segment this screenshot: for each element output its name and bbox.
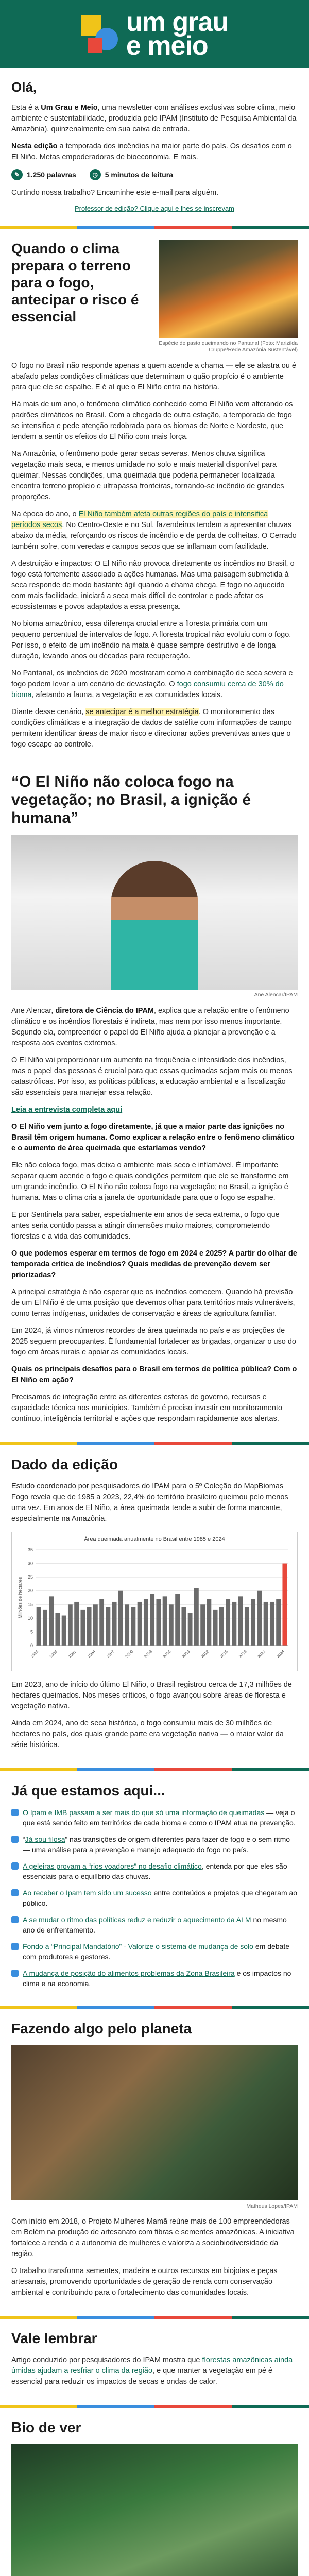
bar-2010 — [194, 1588, 199, 1646]
question-2: O que podemos esperar em termos de fogo em 2024 e 2025? A partir do olhar de temporada crítica de incêndios? Quais medidas de prevenção devem ser priorizadas? — [11, 1249, 297, 1279]
story-paragraph-1: O fogo no Brasil não responde apenas a quem acende a chama — ele se alastra ou é abafado pelas condições climáticas que determinam o quão propício é o ambiente para que ele se espalhe. E é aí que o El Niño entra na história. — [11, 362, 296, 392]
story-headline: Quando o clima prepara o terreno para o fogo, antecipar o risco é essencial — [11, 241, 139, 325]
answer-4: Em 2024, já vimos números recordes de área queimada no país e as projeções de 2025 seguem preocupantes. É fundamental fortalecer as brigadas, organizar o uso do fogo em áreas rurais e apoiar as comunidades locais. — [11, 1327, 296, 1357]
photo-credit: Ane Alencar/IPAM — [254, 992, 298, 998]
bar-1996 — [106, 1607, 110, 1646]
interview-paragraph-1: Ane Alencar, diretora de Ciência do IPAM, explica que a relação entre o fenômeno climático e os incêndios florestais é indireta, mas nem por isso menos importante. Segundo ela, compreender o papel do El Niño ajuda a planejar a prevenção e a resposta aos eventos extremos. — [11, 1007, 289, 1047]
story-paragraph-2: Há mais de um ano, o fenômeno climático conhecido como El Niño vem alterando os padrões climáticos no Brasil. Com a chegada de outra estação, a temporada de fogo se intensifica e pede atenção redobrada para os biomas de Norte e Nordeste, que tendem a sentir os efeitos do El Niño com mais força. — [11, 400, 293, 441]
bar-2017 — [238, 1596, 243, 1646]
x-tick-label: 2018 — [237, 1649, 248, 1659]
bar-2011 — [200, 1604, 205, 1646]
bar-1997 — [112, 1602, 117, 1646]
x-tick-label: 2024 — [276, 1649, 286, 1659]
news-item: A mudança de posição do alimentos problemas da Zona Brasileira e os impactos no clima e na economia. — [11, 1968, 298, 1989]
greeting: Olá, — [11, 79, 37, 95]
answer-1: Ele não coloca fogo, mas deixa o ambiente mais seco e inflamável. É importante separar quem acende o fogo e quais condições permitem que ele se transforme em um grande incêndio. O El Niño não coloca fogo na vegetação; no Brasil, a ignição é humana. Mas o clima cria a janela de oportunidade para que o fogo se espalhe. — [11, 1161, 289, 1202]
bullet-icon — [11, 1809, 19, 1816]
y-tick-label: 20 — [27, 1588, 33, 1594]
clock-icon: ◷ — [90, 169, 101, 180]
read-time: 5 minutos de leitura — [105, 171, 173, 179]
story-paragraph-4: Na época do ano, o El Niño também afeta outras regiões do país e intensifica períodos secos. No Centro-Oeste e no Sul, fazendeiros tendem a apresentar chuvas abaixo da média, reforçando os riscos de incêndio e de perda de colheitas. O Cerrado também sofre, com veredas e campos secos que se inflamam com facilidade. — [11, 510, 297, 551]
bar-2023 — [276, 1599, 281, 1646]
story-paragraph-5: A destruição e impactos: O El Niño não provoca diretamente os incêndios no Brasil, o fogo está fortemente associado a ações humanas. Mas uma paisagem submetida à seca responde de modo bastante ágil quando a chama chega. E fogo no aquecido com mais facilidade, iniciará a seca mais difícil de controlar e pode afetar os ecossistemas e povos adaptados a essa presença. — [11, 560, 295, 611]
forward-text: Curtindo nossa trabalho? Encaminhe este e-mail para alguém. — [11, 189, 219, 197]
news-link[interactable]: Ao receber o Ipam tem sido um sucesso — [23, 1889, 152, 1897]
fire-photo-caption: Espécie de pasto queimando no Pantanal (Foto: Marizilda Cruppe/Rede Amazônia Sustentável) — [159, 340, 298, 353]
artisans-photo — [11, 2045, 298, 2200]
word-count: 1.250 palavras — [27, 171, 76, 179]
logo-mark-icon — [81, 15, 118, 53]
y-tick-label: 25 — [27, 1574, 33, 1580]
x-tick-label: 1985 — [29, 1649, 40, 1659]
bio-title: Bio de ver — [11, 2419, 81, 2435]
bar-1990 — [68, 1604, 73, 1646]
y-tick-label: 10 — [27, 1615, 33, 1621]
bar-2019 — [251, 1599, 255, 1646]
logo-line-1: um grau — [126, 7, 229, 37]
intro-section — [0, 68, 309, 226]
story-fire-section — [0, 229, 309, 768]
intro-paragraph-2: Nesta edição a temporada dos incêndios na maior parte do país. Os desafios com o El Niño. Metas empoderadoras de bioeconomia. E mais. — [11, 142, 292, 161]
y-tick-label: 30 — [27, 1561, 33, 1566]
chart-svg — [17, 1545, 292, 1663]
larva-photo — [11, 2444, 298, 2576]
bar-1993 — [87, 1607, 92, 1646]
y-tick-label: 35 — [27, 1547, 33, 1552]
bar-1985 — [37, 1607, 41, 1646]
bar-1988 — [55, 1613, 60, 1646]
bar-2002 — [144, 1599, 148, 1646]
remember-section — [0, 2319, 309, 2405]
x-tick-label: 2006 — [162, 1649, 172, 1659]
news-link[interactable]: O Ipam e IMB passam a ser mais do que só uma informação de queimadas — [23, 1808, 265, 1817]
bar-1987 — [49, 1596, 54, 1646]
highlight-link[interactable]: El Niño também afeta outras regiões do país e intensifica períodos secos — [11, 510, 268, 529]
bar-1992 — [80, 1610, 85, 1646]
interviewee-photo — [11, 835, 298, 990]
x-tick-label: 1994 — [86, 1649, 96, 1659]
bar-2021 — [264, 1602, 268, 1646]
highlight-text: se antecipar é a melhor estratégia — [85, 708, 199, 716]
bar-1986 — [43, 1610, 47, 1646]
bullet-icon — [11, 1862, 19, 1870]
bar-2024 — [282, 1564, 287, 1646]
bar-2015 — [226, 1599, 230, 1646]
remember-title: Vale lembrar — [11, 2330, 97, 2346]
data-title: Dado da edição — [11, 1456, 118, 1472]
news-item: “Já sou filosa” nas transições de origem diferentes para fazer de fogo e o sem ritmo — uma análise para a prevenção e manejo adequado do fogo no país. — [11, 1834, 298, 1855]
bar-2022 — [270, 1602, 274, 1646]
news-link[interactable]: A se mudar o ritmo das políticas reduz e reduzir o aquecimento da ALM — [23, 1916, 251, 1924]
bar-1998 — [118, 1591, 123, 1646]
remember-paragraph: Artigo conduzido por pesquisadores do IPAM mostra que florestas amazônicas ainda úmidas ajudam a resfriar o clima da região, e que manter a vegetação em pé é essencial para reduzir os impactos de secas e ondas de calor. — [11, 2356, 293, 2386]
answer-5: Precisamos de integração entre as diferentes esferas de governo, recursos e capacidade técnica nos municípios. Também é preciso investir em monitoramento contínuo, inteligência territorial e ações que respondam rapidamente aos alertas. — [11, 1393, 283, 1423]
story-paragraph-8: Diante desse cenário, se antecipar é a melhor estratégia. O monitoramento das condições climáticas e a integração de dados de satélite com informações de campo permitem identificar áreas de maior risco e direcionar ações preventivas antes que o fogo escape ao controle. — [11, 708, 292, 749]
bullet-icon — [11, 1916, 19, 1923]
bar-2000 — [131, 1607, 135, 1646]
bar-2014 — [219, 1607, 224, 1646]
x-tick-label: 2000 — [124, 1649, 134, 1659]
x-tick-label: 2012 — [200, 1649, 210, 1659]
x-tick-label: 1988 — [48, 1649, 59, 1659]
bar-2016 — [232, 1602, 236, 1646]
words-icon: ✎ — [11, 169, 23, 180]
news-item: A geleiras provam a “rios voadores” no desafio climático, entenda por que eles são essenciais para o equilíbrio das chuvas. — [11, 1861, 298, 1882]
news-item: O Ipam e IMB passam a ser mais do que só uma informação de queimadas — veja o que está sendo feito em territórios de cada bioma e como o IPAM atua na prevenção. — [11, 1807, 298, 1828]
answer-3: A principal estratégia é não esperar que os incêndios comecem. Quando há previsão de um El Niño é de uma posição que devemos olhar para territórios mais vulneráveis, como terras indígenas, unidades de conservação e áreas de agricultura familiar. — [11, 1288, 295, 1318]
bar-1991 — [74, 1602, 79, 1646]
person-figure — [111, 861, 198, 990]
bar-2006 — [169, 1604, 174, 1646]
remember-link[interactable]: florestas amazônicas ainda úmidas ajudam a resfriar o clima da região — [11, 2356, 293, 2375]
bar-2004 — [156, 1599, 161, 1646]
news-item: A se mudar o ritmo das políticas reduz e reduzir o aquecimento da ALM no mesmo ano de enfrentamento. — [11, 1914, 298, 1935]
bar-1999 — [125, 1604, 129, 1646]
photo-credit: Matheus Lopes/IPAM — [246, 2203, 298, 2209]
header — [0, 0, 309, 68]
bar-2013 — [213, 1610, 218, 1646]
news-link[interactable]: Já sou filosa — [25, 1835, 65, 1843]
question-1: O El Niño vem junto a fogo diretamente, já que a maior parte das ignições no Brasil têm origem humana. Como explicar a relação entre o fenômeno climático e o aumento de área queimada que estaríamos vendo? — [11, 1123, 295, 1153]
good-news-section — [0, 2009, 309, 2316]
x-tick-label: 2021 — [256, 1649, 267, 1659]
bullet-icon — [11, 1889, 19, 1896]
data-paragraph-3: Ainda em 2024, ano de seca histórica, o fogo consumiu mais de 30 milhões de hectares no país, dos quais grande parte era vegetação nativa — o maior valor da série histórica. — [11, 1719, 284, 1749]
y-tick-label: 5 — [30, 1629, 33, 1635]
bar-2012 — [207, 1599, 211, 1646]
x-tick-label: 1997 — [105, 1649, 115, 1659]
news-link[interactable]: A geleiras provam a “rios voadores” no desafio climático — [23, 1862, 202, 1870]
story-paragraph-7: No Pantanal, os incêndios de 2020 mostraram como a combinação de seca severa e fogo podem levar a um cenário de devastação. O fogo consumiu cerca de 30% do bioma, afetando a fauna, a vegetação e as comunidades locais. — [11, 669, 293, 699]
bullet-icon — [11, 1943, 19, 1950]
bar-1989 — [62, 1616, 66, 1646]
news-link[interactable]: A mudança de posição do alimentos problemas da Zona Brasileira — [23, 1969, 235, 1977]
bullet-icon — [11, 1836, 19, 1843]
bar-2020 — [257, 1591, 262, 1646]
interview-section — [0, 768, 309, 1442]
story-paragraph-6: No bioma amazônico, essa diferença crucial entre a floresta primária com um pequeno percentual de intervalos de fogo. A floresta tropical não evoluiu com o fogo. Por isso, o efeito de um incêndio na mata é quase sempre destrutivo e de longa duração, levando anos ou décadas para recuperação. — [11, 620, 291, 660]
pantanal-link[interactable]: fogo consumiu cerca de 30% do bioma — [11, 680, 284, 699]
x-tick-label: 2003 — [143, 1649, 153, 1659]
bar-1995 — [99, 1599, 104, 1646]
good-news-paragraph-1: Com início em 2018, o Projeto Mulheres Mamã reúne mais de 100 empreendedoras em Belém na produção de artesanato com fibras e sementes amazônicas. A iniciativa fortalece a renda e a autonomia de mulheres e valoriza a sociobiodiversidade da região. — [11, 2217, 295, 2258]
bar-2001 — [138, 1602, 142, 1646]
logo-text — [126, 7, 229, 61]
news-title: Já que estamos aqui... — [11, 1783, 165, 1799]
bar-2005 — [163, 1596, 167, 1646]
fire-photo — [159, 240, 298, 338]
good-news-title: Fazendo algo pelo planeta — [11, 2021, 192, 2037]
x-tick-label: 2009 — [181, 1649, 191, 1659]
data-section — [0, 1445, 309, 1768]
data-paragraph-1: Estudo coordenado por pesquisadores do IPAM para o 5º Coleção do MapBiomas Fogo revela que de 1985 a 2023, 22,4% do território brasileiro queimou pelo menos uma vez. Em anos de El Niño, a área queimada tende a subir de forma marcante, especialmente na Amazônia. — [11, 1482, 288, 1523]
bar-1994 — [93, 1604, 98, 1646]
x-tick-label: 2015 — [219, 1649, 229, 1659]
reading-meta — [11, 169, 298, 180]
bio-section — [0, 2408, 309, 2576]
bar-2008 — [181, 1607, 186, 1646]
y-axis-label: Milhões de hectares — [18, 1577, 23, 1619]
interview-link[interactable]: Leia a entrevista completa aqui — [11, 1106, 123, 1114]
good-news-paragraph-2: O trabalho transforma sementes, madeira e outros recursos em biojoias e peças artesanais, promovendo oportunidades de geração de renda com conservação ambiental e contribuindo para o fortalecimento das comunidades locais. — [11, 2267, 278, 2297]
y-tick-label: 15 — [27, 1602, 33, 1607]
x-tick-label: 1991 — [67, 1649, 78, 1659]
news-link[interactable]: Fondo a “Principal Mandatório” - Valorize o sistema de mudança de solo — [23, 1942, 253, 1951]
burned-area-chart — [11, 1532, 298, 1671]
data-paragraph-2: Em 2023, ano de início do último El Niño, o Brasil registrou cerca de 17,3 milhões de hectares queimados. Nos meses críticos, o fogo avançou sobre áreas de floresta e vegetação nativa. — [11, 1681, 292, 1710]
bar-2007 — [175, 1594, 180, 1646]
question-3: Quais os principais desafios para o Brasil em termos de política pública? Com o El Niño em ação? — [11, 1365, 297, 1384]
subscribe-link[interactable]: Professor de edição? Clique aqui e lhes se inscrevam — [74, 205, 234, 212]
logo-line-2: e meio — [126, 31, 208, 61]
bar-2003 — [150, 1594, 154, 1646]
y-tick-label: 0 — [30, 1643, 33, 1648]
answer-2: E por Sentinela para saber, especialmente em anos de seca extrema, o fogo que antes seria contido passa a atingir dimensões muito maiores, comprometendo florestas e a vida das comunidades. — [11, 1211, 280, 1241]
news-list — [11, 1807, 298, 1989]
news-section — [0, 1771, 309, 2006]
news-item: Ao receber o Ipam tem sido um sucesso entre conteúdos e projetos que chegaram ao público. — [11, 1888, 298, 1908]
bar-2018 — [245, 1607, 249, 1646]
interview-paragraph-2: O El Niño vai proporcionar um aumento na frequência e intensidade dos incêndios, mas o papel das pessoas é crucial para que essas queimadas sejam mais ou menos catastróficas. Por isso, as políticas públicas, a educação ambiental e a fiscalização são essenciais para manejar essa relação. — [11, 1056, 293, 1097]
bar-2009 — [188, 1613, 193, 1646]
chart-title: Área queimada anualmente no Brasil entre 1985 e 2024 — [84, 1536, 225, 1543]
pull-quote: “O El Niño não coloca fogo na vegetação; no Brasil, a ignição é humana” — [11, 773, 251, 826]
news-item: Fondo a “Principal Mandatório” - Valorize o sistema de mudança de solo em debate com produtores e gestores. — [11, 1941, 298, 1962]
story-paragraph-3: Na Amazônia, o fenômeno pode gerar secas severas. Menos chuva significa vegetação mais seca, e menos umidade no solo e mais material disponível para queimar. Nessas condições, uma queimada que poderia permanecer localizada encontra terreno propício e ultrapassa fronteiras, tornando-se incêndio de grandes proporções. — [11, 450, 284, 501]
intro-paragraph-1: Esta é a Um Grau e Meio, uma newsletter com análises exclusivas sobre clima, meio ambiente e sustentabilidade, produzida pelo IPAM (Instituto de Pesquisa Ambiental da Amazônia), quinzenalmente em sua caixa de entrada. — [11, 104, 297, 133]
bullet-icon — [11, 1970, 19, 1977]
